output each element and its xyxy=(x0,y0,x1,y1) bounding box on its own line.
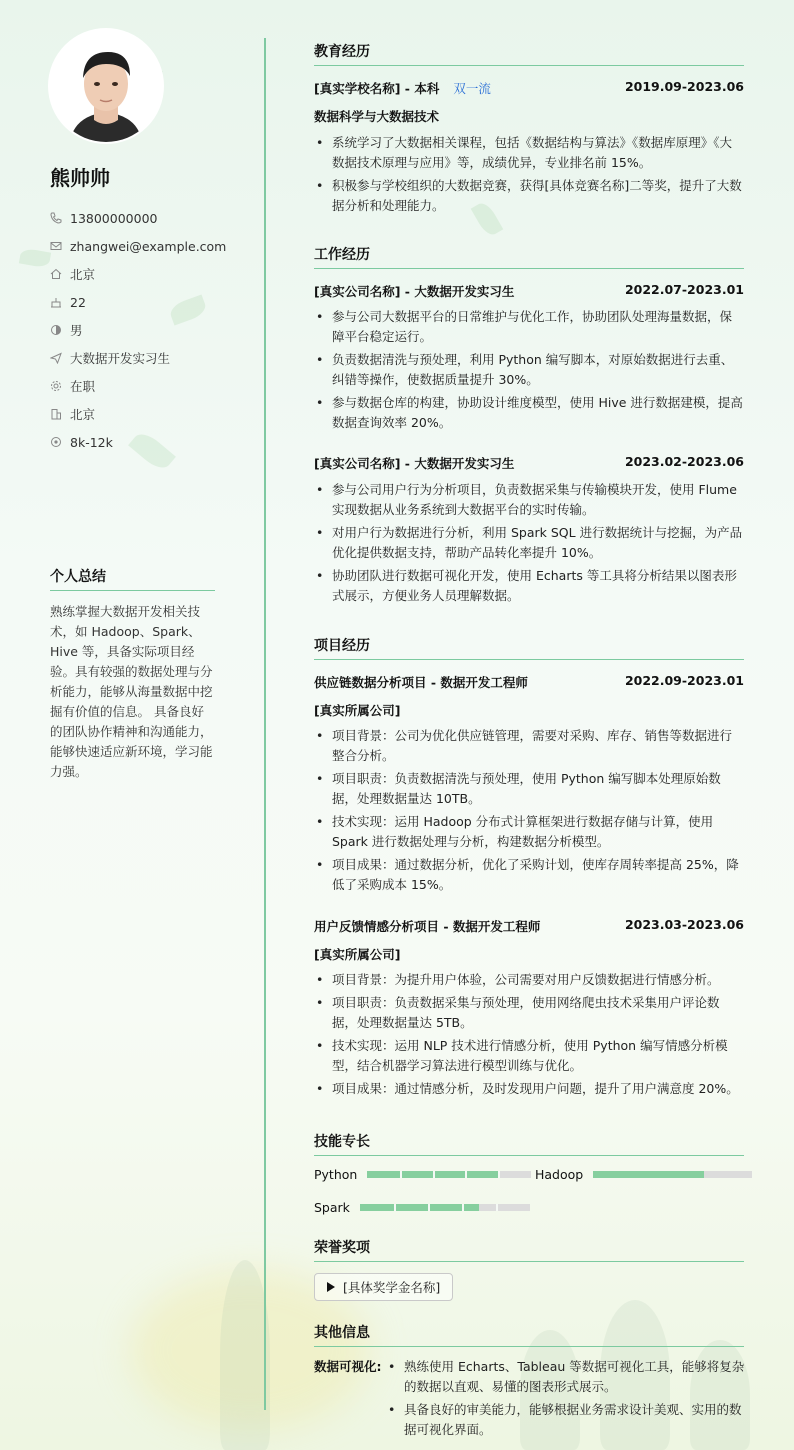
project-company: [真实所属公司] xyxy=(314,947,401,962)
skill-name: Python xyxy=(314,1167,358,1182)
skills-heading: 技能专长 xyxy=(314,1131,744,1156)
work-heading: 工作经历 xyxy=(314,244,744,269)
skill-spark xyxy=(314,1200,530,1215)
skill-python xyxy=(314,1167,531,1182)
education-heading: 教育经历 xyxy=(314,41,744,66)
award-toggle[interactable] xyxy=(314,1273,453,1301)
skill-segment-gap xyxy=(433,1171,435,1178)
skill-bar-hadoop xyxy=(593,1171,752,1178)
age-value: 22 xyxy=(70,294,86,310)
list-item: • 对用户行为数据进行分析，利用 Spark SQL 进行数据统计与挖掘，为产品优化提供数据支持，帮助产品转化率提升 10%。 xyxy=(314,523,744,563)
work-date: 2023.02-2023.06 xyxy=(624,454,744,469)
list-item: • 技术实现：运用 Hadoop 分布式计算框架进行数据存储与计算，使用 Spark 进行数据处理与分析，构建数据分析模型。 xyxy=(314,812,744,852)
sidebar xyxy=(0,0,264,1450)
status-row xyxy=(50,372,226,400)
skill-name: Hadoop xyxy=(535,1167,584,1182)
list-item: • 系统学习了大数据相关课程，包括《数据结构与算法》《数据库原理》《大数据技术原理与应用》等，成绩优异，专业排名前 15%。 xyxy=(314,133,744,173)
work-company: [真实公司名称] - 大数据开发实习生 xyxy=(314,456,515,471)
coin-icon xyxy=(50,436,62,448)
list-item: • 项目职责：负责数据清洗与预处理，使用 Python 编写脚本处理原始数据，处理数据量达 10TB。 xyxy=(314,769,744,809)
honors-heading: 荣誉奖项 xyxy=(314,1237,744,1262)
work-bullets xyxy=(314,307,744,436)
salary-row xyxy=(50,428,226,456)
list-item: • 积极参与学校组织的大数据竞赛，获得[具体竞赛名称]二等奖，提升了大数据分析和处理能力。 xyxy=(314,176,744,216)
summary-heading: 个人总结 xyxy=(50,566,215,591)
project-company: [真实所属公司] xyxy=(314,703,401,718)
list-item: • 参与数据仓库的构建，协助设计维度模型，使用 Hive 进行数据建模，提高数据查询效率 20%。 xyxy=(314,393,744,433)
skill-segment-gap xyxy=(428,1204,430,1211)
home-icon xyxy=(50,268,62,280)
award-label: [具体奖学金名称] xyxy=(343,1280,441,1295)
skill-segment-gap xyxy=(462,1204,464,1211)
list-item: • 熟练使用 Echarts、Tableau 等数据可视化工具，能够将复杂的数据以直观、易懂的图表形式展示。 xyxy=(386,1357,746,1397)
status-value: 在职 xyxy=(70,379,96,394)
age-row xyxy=(50,288,226,316)
skill-bar-python xyxy=(367,1171,531,1178)
skill-bar-spark xyxy=(360,1204,530,1211)
education-bullets xyxy=(314,133,744,219)
project-item-header xyxy=(314,673,744,691)
gender-value: 男 xyxy=(70,323,83,338)
gear-icon xyxy=(50,380,62,392)
list-item: • 协助团队进行数据可视化开发，使用 Echarts 等工具将分析结果以图表形式展示，方便业务人员理解数据。 xyxy=(314,566,744,606)
summary-text: 熟练掌握大数据开发相关技术，如 Hadoop、Spark、Hive 等，具备实际项目经验。具有较强的数据处理与分析能力，能够从海量数据中挖掘有价值的信息。 具备良好的团队协作精神和沟通能力，能够快速适应新环境，学习能力强。 xyxy=(50,604,213,779)
list-item: • 参与公司大数据平台的日常维护与优化工作，协助团队处理海量数据，保障平台稳定运行。 xyxy=(314,307,744,347)
other-bullets xyxy=(386,1357,746,1443)
skill-hadoop xyxy=(535,1167,752,1182)
projects-heading: 项目经历 xyxy=(314,635,744,660)
gender-icon xyxy=(50,324,62,336)
list-item: • 项目职责：负责数据采集与预处理，使用网络爬虫技术采集用户评论数据，处理数据量达 5TB。 xyxy=(314,993,744,1033)
project-bullets xyxy=(314,726,744,898)
other-heading: 其他信息 xyxy=(314,1322,744,1347)
skill-segment-gap xyxy=(465,1171,467,1178)
education-school-wrap xyxy=(314,79,491,97)
mail-icon xyxy=(50,240,62,252)
work-item-header xyxy=(314,282,744,300)
phone-icon xyxy=(50,212,62,224)
salary-value: 8k-12k xyxy=(70,434,113,450)
email-row xyxy=(50,232,226,260)
cake-icon xyxy=(50,296,62,308)
work-company: [真实公司名称] - 大数据开发实习生 xyxy=(314,284,515,299)
education-date: 2019.09-2023.06 xyxy=(624,79,744,94)
list-item: • 项目成果：通过情感分析，及时发现用户问题，提升了用户满意度 20%。 xyxy=(314,1079,744,1099)
position-value: 大数据开发实习生 xyxy=(70,351,171,366)
project-name: 用户反馈情感分析项目 - 数据开发工程师 xyxy=(314,919,541,934)
education-school: [真实学校名称] - 本科 xyxy=(314,81,440,96)
phone-row xyxy=(50,204,226,232)
avatar-portrait-icon xyxy=(50,30,162,142)
project-date: 2023.03-2023.06 xyxy=(624,917,744,932)
play-triangle-icon xyxy=(327,1282,335,1292)
contact-info-list xyxy=(50,204,226,456)
location-value: 北京 xyxy=(70,267,96,282)
work-item-header xyxy=(314,454,744,472)
building-icon xyxy=(50,408,62,420)
work-date: 2022.07-2023.01 xyxy=(624,282,744,297)
email-value: zhangwei@example.com xyxy=(70,238,227,254)
skill-segment-gap xyxy=(496,1204,498,1211)
education-tag: 双一流 xyxy=(453,81,491,96)
list-item: • 技术实现：运用 NLP 技术进行情感分析，使用 Python 编写情感分析模型，结合机器学习算法进行模型训练与优化。 xyxy=(314,1036,744,1076)
list-item: • 项目背景：公司为优化供应链管理，需要对采购、库存、销售等数据进行整合分析。 xyxy=(314,726,744,766)
send-icon xyxy=(50,352,62,364)
location-row xyxy=(50,260,226,288)
list-item: • 项目成果：通过数据分析，优化了采购计划，使库存周转率提高 25%，降低了采购成本 15%。 xyxy=(314,855,744,895)
skill-segment-gap xyxy=(400,1171,402,1178)
project-name: 供应链数据分析项目 - 数据开发工程师 xyxy=(314,675,528,690)
skill-name: Spark xyxy=(314,1200,350,1215)
candidate-name: 熊帅帅 xyxy=(50,166,110,190)
city-value: 北京 xyxy=(70,407,96,422)
skill-segment-gap xyxy=(498,1171,500,1178)
skill-fill xyxy=(593,1171,704,1178)
project-bullets xyxy=(314,970,744,1102)
work-bullets xyxy=(314,480,744,609)
gender-row xyxy=(50,316,226,344)
city-row xyxy=(50,400,226,428)
education-major: 数据科学与大数据技术 xyxy=(314,109,440,124)
avatar xyxy=(50,30,162,142)
column-divider xyxy=(264,38,266,1410)
list-item: • 项目背景：为提升用户体验，公司需要对用户反馈数据进行情感分析。 xyxy=(314,970,744,990)
list-item: • 负责数据清洗与预处理，利用 Python 编写脚本，对原始数据进行去重、纠错等操作，使数据质量提升 30%。 xyxy=(314,350,744,390)
other-label: 数据可视化: xyxy=(314,1359,382,1374)
skill-segment-gap xyxy=(394,1204,396,1211)
project-date: 2022.09-2023.01 xyxy=(624,673,744,688)
education-header xyxy=(314,79,744,97)
list-item: • 具备良好的审美能力，能够根据业务需求设计美观、实用的数据可视化界面。 xyxy=(386,1400,746,1440)
project-item-header xyxy=(314,917,744,935)
list-item: • 参与公司用户行为分析项目，负责数据采集与传输模块开发，使用 Flume 实现数据从业务系统到大数据平台的实时传输。 xyxy=(314,480,744,520)
phone-value: 13800000000 xyxy=(70,210,158,226)
position-row xyxy=(50,344,226,372)
